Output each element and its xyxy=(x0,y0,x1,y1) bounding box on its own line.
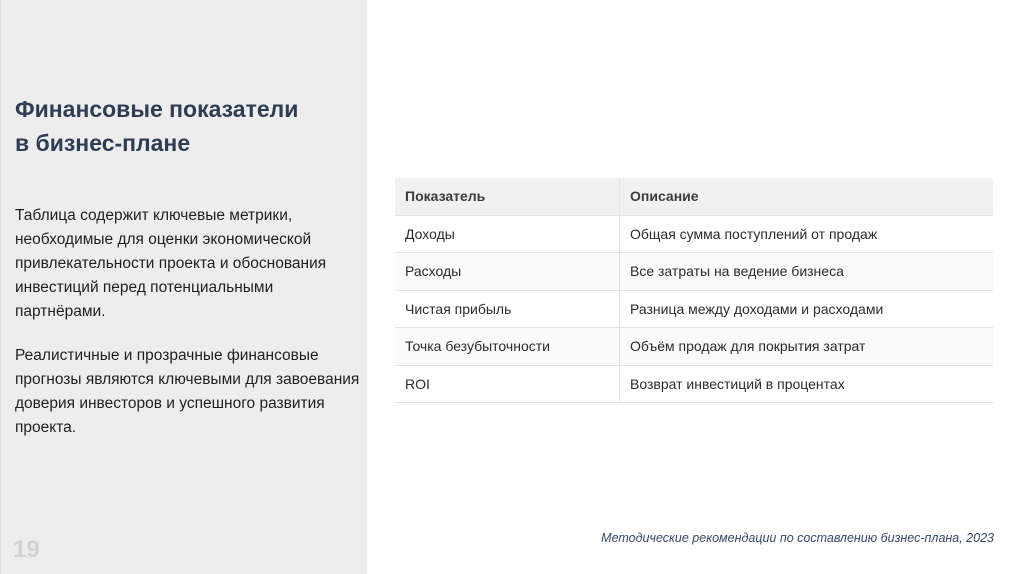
left-panel xyxy=(0,0,367,574)
description-cell: Возврат инвестиций в процентах xyxy=(620,365,994,403)
table-row xyxy=(395,215,993,253)
table-row xyxy=(395,290,993,328)
header-indicator: Показатель xyxy=(395,178,620,215)
intro-paragraph: Таблица содержит ключевые метрики, необходимые для оценки экономической привлекательности проекта и обоснования инвестиций перед потенциальными партнёрами. xyxy=(15,207,327,320)
footer-caption: Методические рекомендации по составлению бизнес-плана, 2023 xyxy=(601,531,994,545)
metrics-table-container xyxy=(395,178,993,403)
indicator-cell: Расходы xyxy=(395,253,620,291)
description-cell: Все затраты на ведение бизнеса xyxy=(620,253,994,291)
slide-title xyxy=(15,92,360,160)
table-row xyxy=(395,253,993,291)
indicator-cell: Чистая прибыль xyxy=(395,290,620,328)
indicator-cell: Точка безубыточности xyxy=(395,328,620,366)
table-row xyxy=(395,328,993,366)
indicator-cell: Доходы xyxy=(395,215,620,253)
description-cell: Разница между доходами и расходами xyxy=(620,290,994,328)
header-description: Описание xyxy=(620,178,994,215)
page-number: 19 xyxy=(13,536,40,563)
metrics-table xyxy=(395,178,993,403)
description-cell: Объём продаж для покрытия затрат xyxy=(620,328,994,366)
title-line-1: Финансовые показатели xyxy=(15,96,299,122)
indicator-cell: ROI xyxy=(395,365,620,403)
description-cell: Общая сумма поступлений от продаж xyxy=(620,215,994,253)
title-line-2: в бизнес-плане xyxy=(15,130,191,156)
table-header-row xyxy=(395,178,993,215)
conclusion-paragraph: Реалистичные и прозрачные финансовые прогнозы являются ключевыми для завоевания доверия инвесторов и успешного развития проекта. xyxy=(15,347,360,436)
table-row xyxy=(395,365,993,403)
